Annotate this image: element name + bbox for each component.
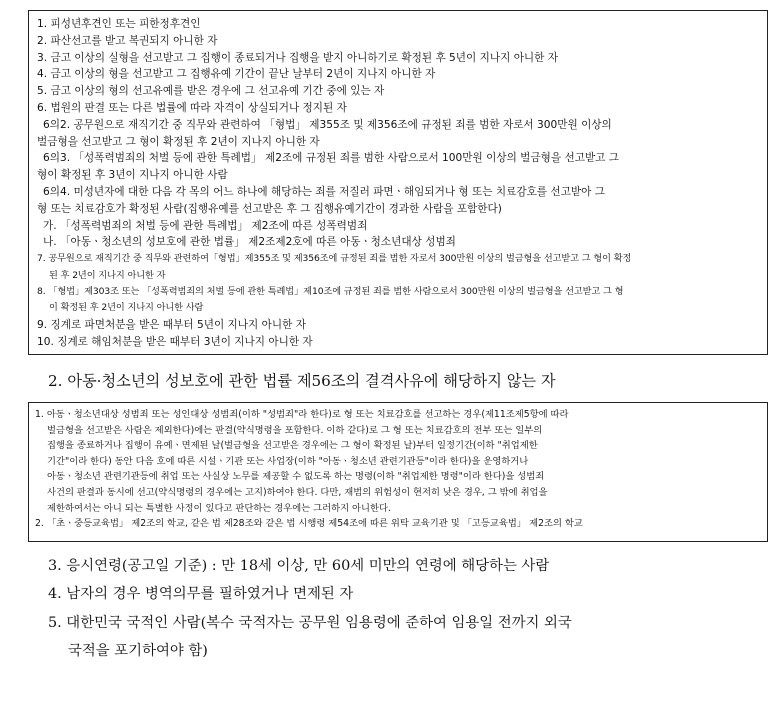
list-item: 기간"이라 한다) 동안 다음 호에 따른 시설ㆍ기관 또는 사업장(이하 "아동ㆍ청소년 관련기관등"이라 한다)을 운영하거나 <box>47 455 529 467</box>
requirement-item: 4. 남자의 경우 병역의무를 필하였거나 면제된 자 <box>48 586 354 602</box>
list-item: 2. 파산선고를 받고 복권되지 아니한 자 <box>37 34 218 47</box>
list-item: 4. 금고 이상의 형을 선고받고 그 집행유예 기간이 끝난 날부터 2년이 지나지 아니한 자 <box>37 68 436 81</box>
list-item: 8. 「형법」제303조 또는 「성폭력범죄의 처벌 등에 관한 특례법」제10조에 규정된 죄를 범한 사람으로서 300만원 이상의 벌금형을 선고받고 그 형 <box>37 285 624 297</box>
requirement-item: 5. 대한민국 국적인 사람(복수 국적자는 공무원 임용령에 준하여 임용일 전까지 외국 <box>48 615 572 631</box>
list-item: 집행을 종료하거나 집행이 유예ㆍ면제된 날(벌금형을 선고받은 경우에는 그 형이 확정된 날)부터 일정기간(이하 "취업제한 <box>47 440 538 452</box>
list-item: 된 후 2년이 지나지 아니한 자 <box>49 269 166 281</box>
list-item: 가. 「성폭력범죄의 처벌 등에 관한 특례법」 제2조에 따른 성폭력범죄 <box>43 219 368 232</box>
list-item: 이 확정된 후 2년이 지나지 아니한 사람 <box>49 302 204 314</box>
list-item: 제한하여서는 아니 되는 특별한 사정이 있다고 판단하는 경우에는 그러하지 아니한다. <box>47 502 391 514</box>
disqualification-box <box>28 10 768 355</box>
list-item: 7. 공무원으로 재직기간 중 직무와 관련하여「형법」제355조 및 제356조에 규정된 죄를 범한 자로서 300만원 이상의 벌금형을 선고받고 그 형이 확정 <box>37 253 632 265</box>
child-protection-box <box>28 402 768 542</box>
list-item: 6. 법원의 판결 또는 다른 법률에 따라 자격이 상실되거나 정지된 자 <box>37 101 347 114</box>
list-item: 9. 징계로 파면처분을 받은 때부터 5년이 지나지 아니한 자 <box>37 318 306 331</box>
list-item: 3. 금고 이상의 실형을 선고받고 그 집행이 종료되거나 집행을 받지 아니하기로 확정된 후 5년이 지나지 아니한 자 <box>37 51 558 64</box>
list-item: 6의4. 미성년자에 대한 다음 각 목의 어느 하나에 해당하는 죄를 저질러 파면ㆍ해임되거나 형 또는 치료감호를 선고받아 그 <box>43 185 605 198</box>
list-item: 10. 징계로 해임처분을 받은 때부터 3년이 지나지 아니한 자 <box>37 335 313 348</box>
requirement-item: 3. 응시연령(공고일 기준) : 만 18세 이상, 만 60세 미만의 연령에 해당하는 사람 <box>48 558 550 574</box>
list-item: 형 또는 치료감호가 확정된 사람(집행유예를 선고받은 후 그 집행유예기간이 경과한 사람을 포함한다) <box>37 202 502 215</box>
list-item: 벌금형을 선고받은 사람은 제외한다)에는 판결(약식명령을 포함한다. 이하 같다)로 그 형 또는 치료감호의 전부 또는 일부의 <box>47 424 543 436</box>
list-item: 나. 「아동ㆍ청소년의 성보호에 관한 법률」 제2조제2호에 따른 아동ㆍ청소년대상 성범죄 <box>43 236 456 249</box>
list-item: 사건의 판결과 동시에 선고(약식명령의 경우에는 고지)하여야 한다. 다만, 재범의 위험성이 현저히 낮은 경우, 그 밖에 취업을 <box>47 486 548 498</box>
list-item: 1. 피성년후견인 또는 피한정후견인 <box>37 18 201 30</box>
list-item: 벌금형을 선고받고 그 형이 확정된 후 2년이 지나지 아니한 자 <box>37 135 320 148</box>
requirement-item: 국적을 포기하여야 함) <box>68 643 208 659</box>
list-item: 6의3. 「성폭력범죄의 처벌 등에 관한 특례법」 제2조에 규정된 죄를 범한 사람으로서 100만원 이상의 벌금형을 선고받고 그 <box>43 152 620 165</box>
list-item: 형이 확정된 후 3년이 지나지 아니한 사람 <box>37 169 228 182</box>
list-item: 6의2. 공무원으로 재직기간 중 직무와 관련하여 「형법」 제355조 및 제356조에 규정된 죄를 범한 자로서 300만원 이상의 <box>43 118 612 131</box>
list-item: 2. 「초ㆍ중등교육법」 제2조의 학교, 같은 법 제28조와 같은 법 시행령 제54조에 따른 위탁 교육기관 및 「고등교육법」 제2조의 학교 <box>35 518 583 530</box>
section-heading: 2. 아동·청소년의 성보호에 관한 법률 제56조의 결격사유에 해당하지 않는 자 <box>48 372 556 390</box>
list-item: 1. 아동ㆍ청소년대상 성범죄 또는 성인대상 성범죄(이하 "성범죄"라 한다)로 형 또는 치료감호를 선고하는 경우(제11조제5항에 따라 <box>35 409 569 420</box>
list-item: 아동ㆍ청소년 관련기관등에 취업 또는 사실상 노무를 제공할 수 없도록 하는 명령(이하 "취업제한 명령"이라 한다)을 성범죄 <box>47 471 545 483</box>
list-item: 5. 금고 이상의 형의 선고유예를 받은 경우에 그 선고유예 기간 중에 있는 자 <box>37 85 385 98</box>
